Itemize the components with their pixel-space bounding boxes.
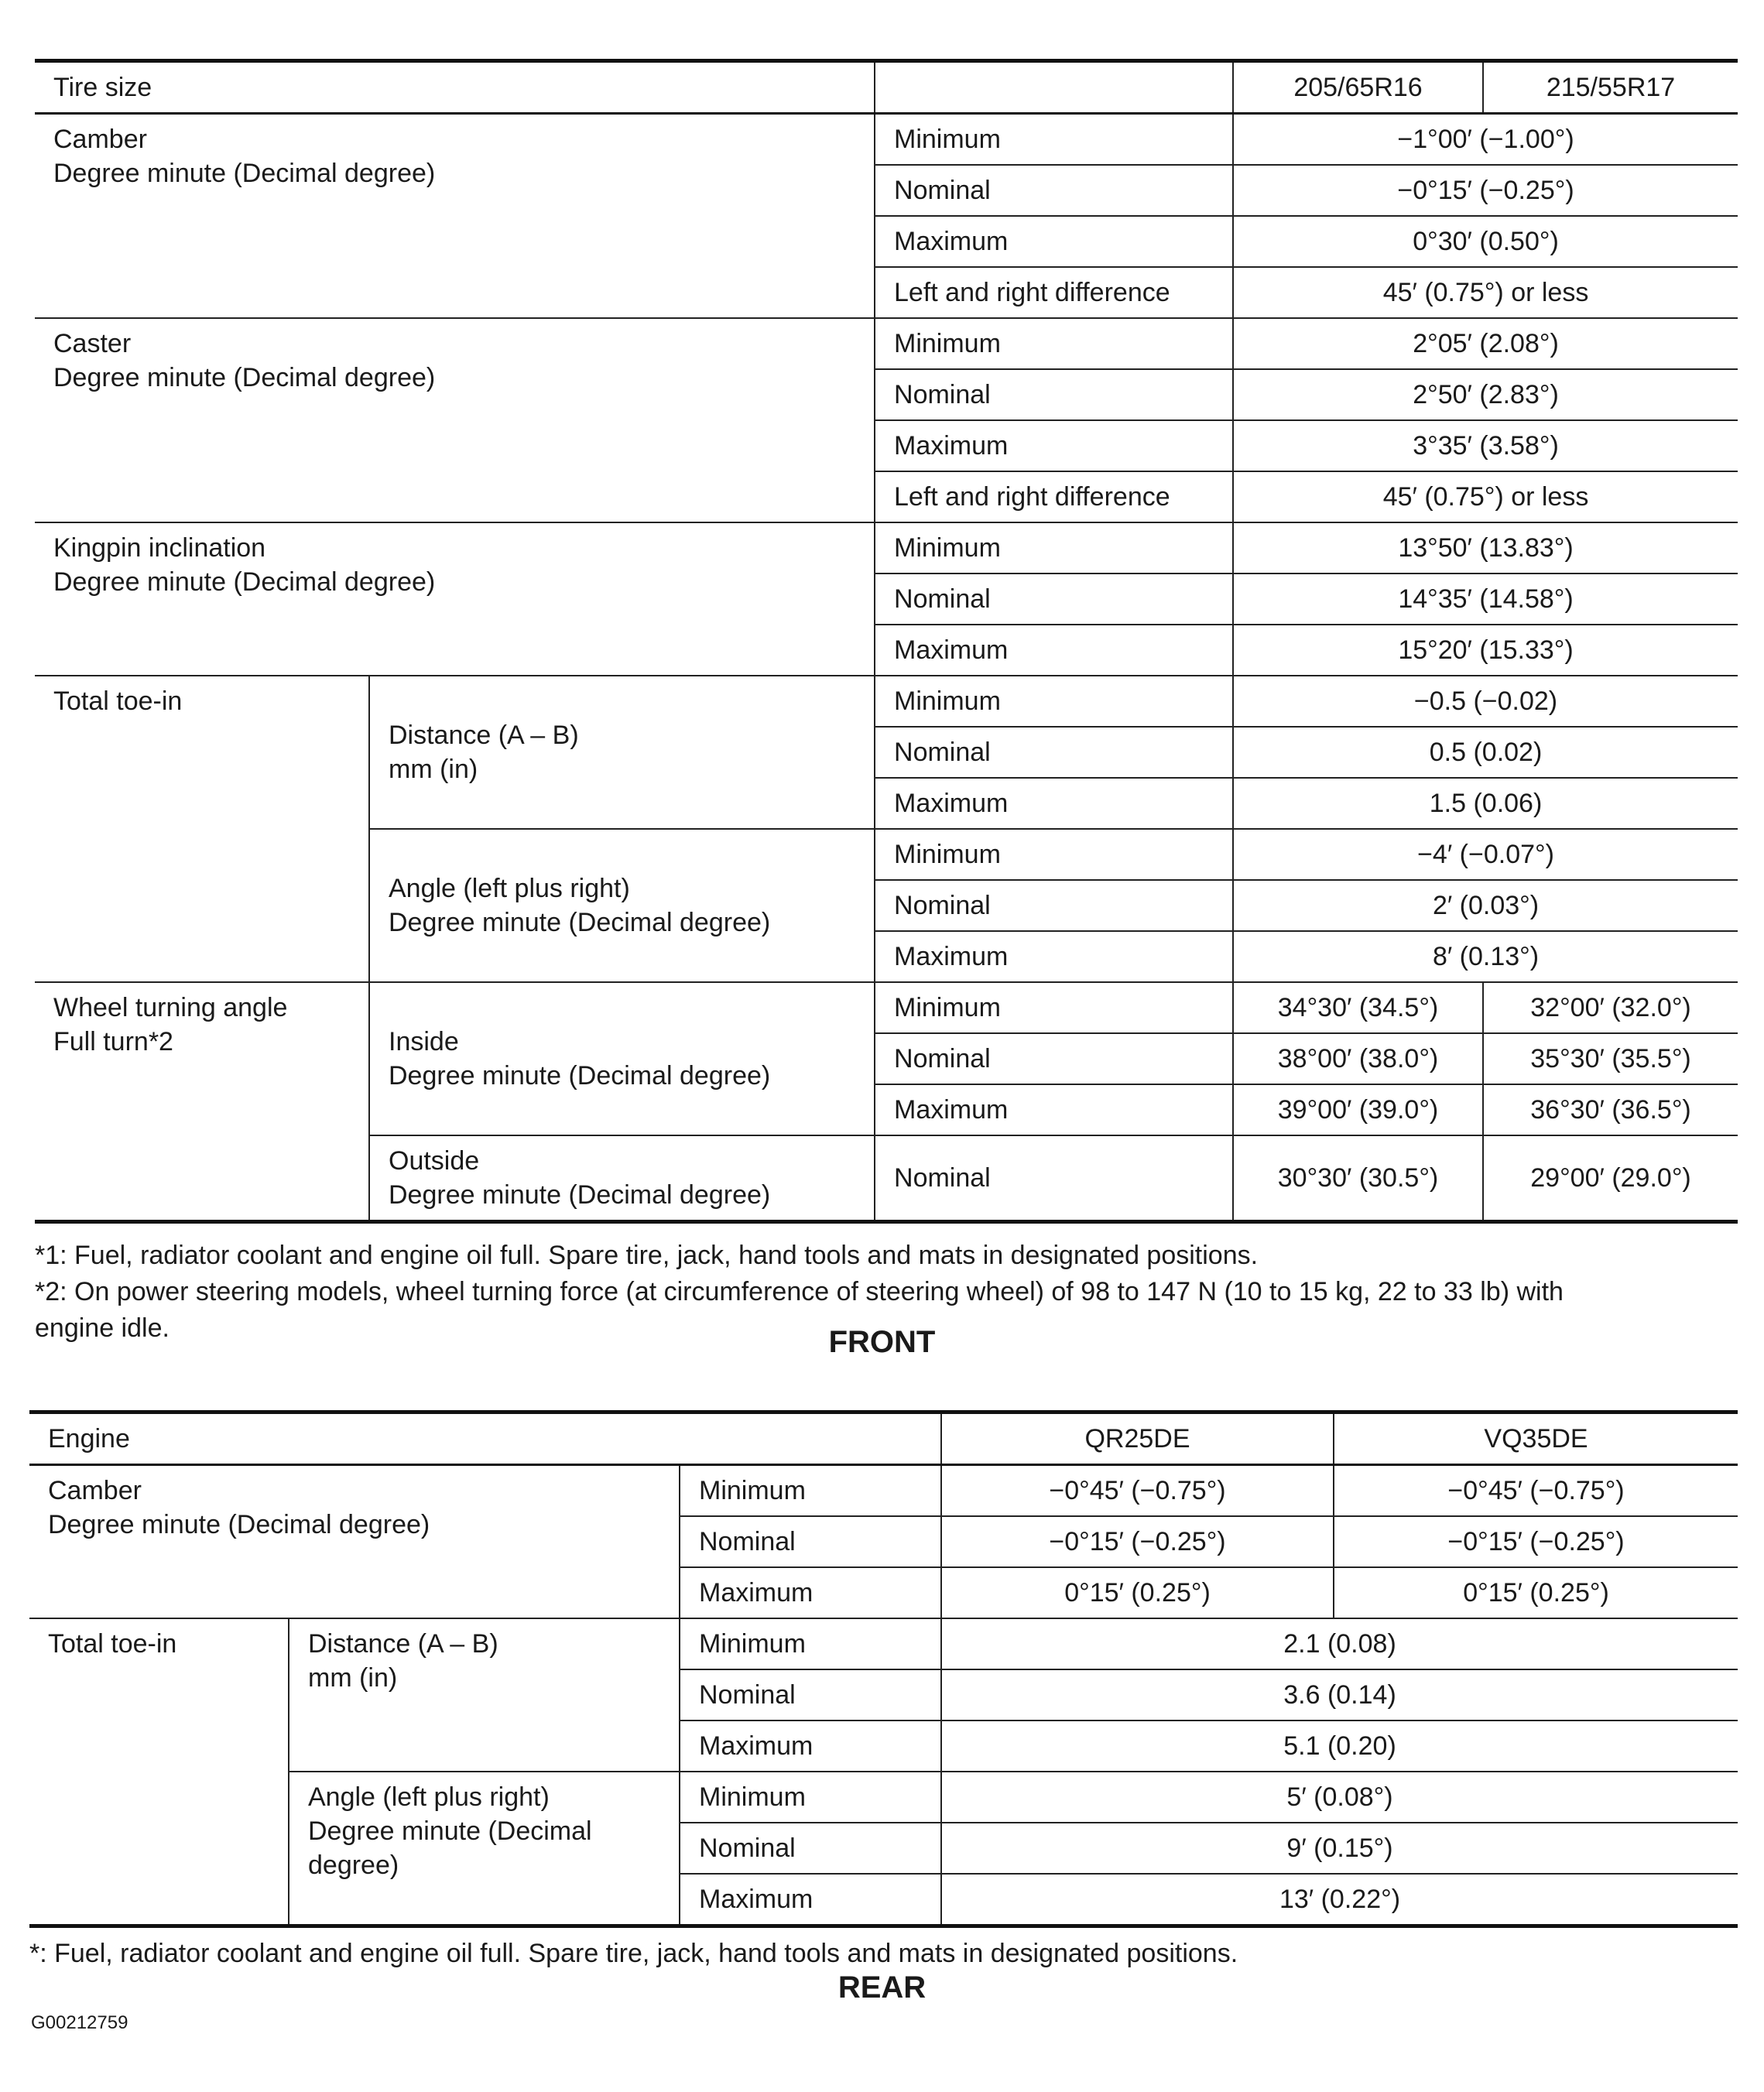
tire-size-col2: 215/55R17 xyxy=(1483,61,1738,114)
camber-label-cell xyxy=(35,114,875,319)
engine-col2: VQ35DE xyxy=(1334,1412,1738,1465)
row-label: Minimum xyxy=(680,1772,941,1823)
wheel-turning-title: Wheel turning angle xyxy=(53,993,288,1022)
front-caption: FRONT xyxy=(828,1325,936,1359)
rear-alignment-table xyxy=(29,1410,1738,1928)
toe-angle-unit: Degree minute (Decimal degree) xyxy=(389,908,771,937)
row-label: Maximum xyxy=(875,625,1233,676)
row-label: Maximum xyxy=(875,1084,1233,1135)
tire-size-col1: 205/65R16 xyxy=(1233,61,1483,114)
row-value: 2°50′ (2.83°) xyxy=(1233,369,1738,420)
row-value: −1°00′ (−1.00°) xyxy=(1233,114,1738,166)
row-value-col2: 35°30′ (35.5°) xyxy=(1483,1033,1738,1084)
row-label: Nominal xyxy=(875,165,1233,216)
wheel-outside-unit: Degree minute (Decimal degree) xyxy=(389,1180,771,1210)
row-value: 0°30′ (0.50°) xyxy=(1233,216,1738,267)
rear-toe-in-label-cell: Total toe-in xyxy=(29,1618,289,1926)
row-value: 14°35′ (14.58°) xyxy=(1233,574,1738,625)
table-row xyxy=(35,522,1738,574)
toe-distance-unit: mm (in) xyxy=(389,755,478,784)
row-value: 1.5 (0.06) xyxy=(1233,778,1738,829)
row-value: 2′ (0.03°) xyxy=(1233,880,1738,931)
row-label: Minimum xyxy=(680,1618,941,1669)
row-label: Left and right difference xyxy=(875,267,1233,318)
table-row xyxy=(35,676,1738,727)
rear-caption: REAR xyxy=(837,1970,927,2005)
row-label: Nominal xyxy=(875,727,1233,778)
row-label: Nominal xyxy=(875,880,1233,931)
row-label: Maximum xyxy=(875,931,1233,982)
row-value-col1: 38°00′ (38.0°) xyxy=(1233,1033,1483,1084)
toe-in-label-cell: Total toe-in xyxy=(35,676,369,982)
row-value: 5′ (0.08°) xyxy=(941,1772,1738,1823)
row-label: Nominal xyxy=(680,1516,941,1567)
row-value-col1: 39°00′ (39.0°) xyxy=(1233,1084,1483,1135)
row-value-col1: 0°15′ (0.25°) xyxy=(941,1567,1334,1618)
row-value-col1: 34°30′ (34.5°) xyxy=(1233,982,1483,1033)
toe-distance-label: Distance (A – B) xyxy=(389,721,579,750)
row-label: Maximum xyxy=(680,1567,941,1618)
header-blank-cell xyxy=(875,61,1233,114)
front-alignment-table xyxy=(35,59,1738,1224)
row-value: 5.1 (0.20) xyxy=(941,1721,1738,1772)
rear-camber-subtitle: Degree minute (Decimal degree) xyxy=(48,1510,430,1539)
row-label: Nominal xyxy=(875,369,1233,420)
row-value-col2: −0°15′ (−0.25°) xyxy=(1334,1516,1738,1567)
figure-id: G00212759 xyxy=(31,2012,128,2033)
row-label: Nominal xyxy=(680,1669,941,1721)
tire-size-label: Tire size xyxy=(35,61,875,114)
kingpin-subtitle: Degree minute (Decimal degree) xyxy=(53,567,436,597)
wheel-inside-label-cell xyxy=(369,982,875,1135)
wheel-outside-label: Outside xyxy=(389,1146,480,1176)
row-label: Nominal xyxy=(875,574,1233,625)
rear-camber-label-cell xyxy=(29,1465,680,1619)
row-label: Nominal xyxy=(875,1033,1233,1084)
table-row xyxy=(35,114,1738,166)
rear-toe-angle-label-cell xyxy=(289,1772,680,1926)
kingpin-title: Kingpin inclination xyxy=(53,533,266,563)
row-value-col2: 29°00′ (29.0°) xyxy=(1483,1135,1738,1222)
row-label: Minimum xyxy=(875,829,1233,880)
row-label: Left and right difference xyxy=(875,471,1233,522)
row-label: Minimum xyxy=(680,1465,941,1517)
toe-angle-label: Angle (left plus right) xyxy=(389,874,630,903)
table-row xyxy=(35,318,1738,369)
rear-toe-distance-label: Distance (A – B) xyxy=(308,1629,498,1659)
engine-col1: QR25DE xyxy=(941,1412,1334,1465)
toe-distance-label-cell xyxy=(369,676,875,829)
row-value: 45′ (0.75°) or less xyxy=(1233,471,1738,522)
row-label: Minimum xyxy=(875,522,1233,574)
row-value: 8′ (0.13°) xyxy=(1233,931,1738,982)
row-label: Maximum xyxy=(680,1874,941,1926)
engine-label: Engine xyxy=(29,1412,941,1465)
row-value: 3°35′ (3.58°) xyxy=(1233,420,1738,471)
toe-angle-label-cell xyxy=(369,829,875,982)
rear-camber-title: Camber xyxy=(48,1476,142,1505)
row-label: Maximum xyxy=(875,420,1233,471)
table-row xyxy=(29,1618,1738,1669)
camber-title: Camber xyxy=(53,125,147,154)
rear-toe-angle-label: Angle (left plus right) xyxy=(308,1782,550,1812)
row-label: Minimum xyxy=(875,318,1233,369)
row-value-col1: −0°45′ (−0.75°) xyxy=(941,1465,1334,1517)
kingpin-label-cell xyxy=(35,522,875,676)
rear-toe-distance-unit: mm (in) xyxy=(308,1663,398,1693)
rear-toe-distance-label-cell xyxy=(289,1618,680,1772)
row-value: 15°20′ (15.33°) xyxy=(1233,625,1738,676)
row-value: −4′ (−0.07°) xyxy=(1233,829,1738,880)
wheel-inside-label: Inside xyxy=(389,1027,459,1056)
row-value: 45′ (0.75°) or less xyxy=(1233,267,1738,318)
wheel-turning-subtitle: Full turn*2 xyxy=(53,1027,173,1056)
front-footnote-2-continued: engine idle. xyxy=(35,1313,170,1343)
rear-footnote: *: Fuel, radiator coolant and engine oil full. Spare tire, jack, hand tools and mats in designated positions. xyxy=(29,1939,1238,1968)
caster-label-cell xyxy=(35,318,875,522)
camber-subtitle: Degree minute (Decimal degree) xyxy=(53,159,436,188)
row-value: 3.6 (0.14) xyxy=(941,1669,1738,1721)
front-header-row xyxy=(35,61,1738,114)
row-value: −0°15′ (−0.25°) xyxy=(1233,165,1738,216)
row-value: −0.5 (−0.02) xyxy=(1233,676,1738,727)
row-label: Nominal xyxy=(680,1823,941,1874)
row-label: Maximum xyxy=(875,216,1233,267)
rear-toe-angle-unit-continued: degree) xyxy=(308,1851,399,1880)
front-footnote-2: *2: On power steering models, wheel turning force (at circumference of steering wheel) of 98 to 147 N (10 to 15 kg, 22 to 33 lb) with xyxy=(35,1277,1564,1306)
wheel-outside-label-cell xyxy=(369,1135,875,1222)
row-value: 2°05′ (2.08°) xyxy=(1233,318,1738,369)
front-footnote-1: *1: Fuel, radiator coolant and engine oil full. Spare tire, jack, hand tools and mats in designated positions. xyxy=(35,1241,1259,1270)
caster-title: Caster xyxy=(53,329,132,358)
caster-subtitle: Degree minute (Decimal degree) xyxy=(53,363,436,392)
row-value: 9′ (0.15°) xyxy=(941,1823,1738,1874)
row-label: Maximum xyxy=(680,1721,941,1772)
rear-toe-angle-unit: Degree minute (Decimal xyxy=(308,1816,592,1846)
row-label: Minimum xyxy=(875,114,1233,166)
wheel-turning-label-cell xyxy=(35,982,369,1222)
row-label: Nominal xyxy=(875,1135,1233,1222)
row-value-col2: 32°00′ (32.0°) xyxy=(1483,982,1738,1033)
row-label: Minimum xyxy=(875,676,1233,727)
rear-header-row xyxy=(29,1412,1738,1465)
row-value-col2: 0°15′ (0.25°) xyxy=(1334,1567,1738,1618)
wheel-inside-unit: Degree minute (Decimal degree) xyxy=(389,1061,771,1091)
row-value-col1: 30°30′ (30.5°) xyxy=(1233,1135,1483,1222)
table-row xyxy=(35,982,1738,1033)
table-row xyxy=(29,1465,1738,1517)
row-value: 13°50′ (13.83°) xyxy=(1233,522,1738,574)
row-value: 13′ (0.22°) xyxy=(941,1874,1738,1926)
row-value: 0.5 (0.02) xyxy=(1233,727,1738,778)
row-label: Minimum xyxy=(875,982,1233,1033)
row-label: Maximum xyxy=(875,778,1233,829)
row-value-col2: 36°30′ (36.5°) xyxy=(1483,1084,1738,1135)
row-value: 2.1 (0.08) xyxy=(941,1618,1738,1669)
row-value-col1: −0°15′ (−0.25°) xyxy=(941,1516,1334,1567)
row-value-col2: −0°45′ (−0.75°) xyxy=(1334,1465,1738,1517)
